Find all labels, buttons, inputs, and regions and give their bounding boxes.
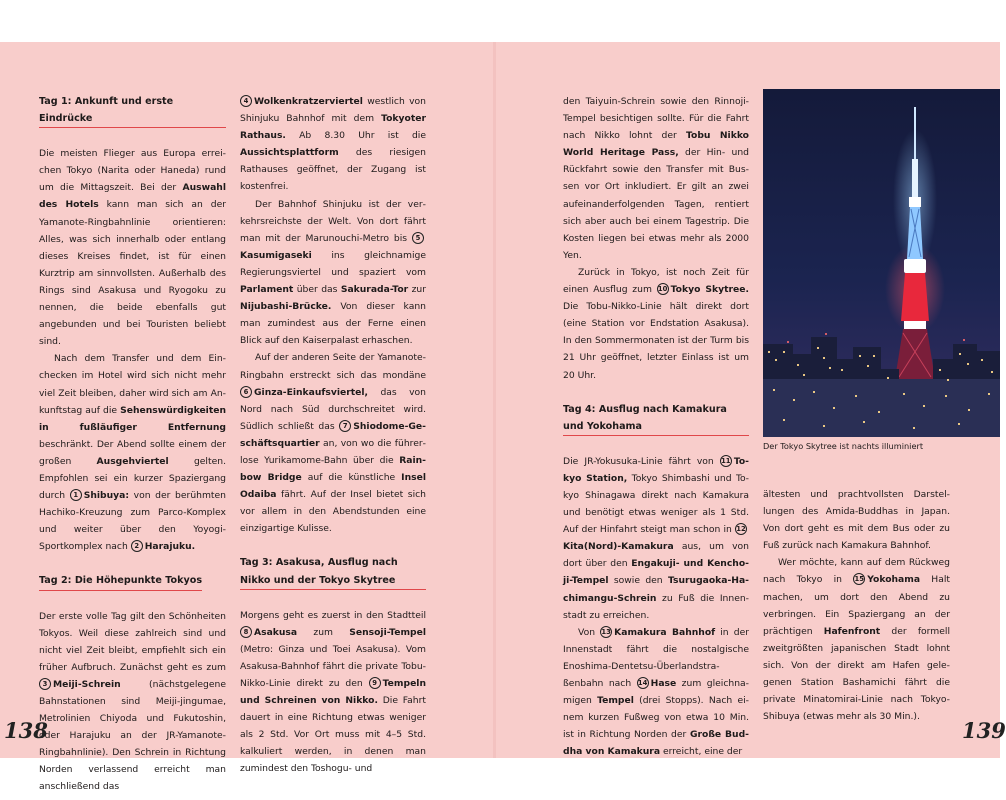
bold-term: Shibuya: xyxy=(83,490,130,502)
heading-day-4: Tag 4: Ausflug nach Kamakura und Yokohama xyxy=(563,401,749,436)
bold-term: Ginza-Einkaufsviertel, xyxy=(254,386,369,398)
bold-term: Hase xyxy=(650,678,677,689)
bold-term: Hafenfront xyxy=(823,625,881,637)
photo-caption: Der Tokyo Skytree ist nachts illuminiert xyxy=(763,441,924,451)
heading-day-2: Tag 2: Die Höhepunkte Tokyos xyxy=(39,572,202,590)
bold-term: Kasumigaseki xyxy=(240,249,312,261)
bold-term: Yokohama xyxy=(867,574,921,586)
bold-term: Parlament xyxy=(240,284,294,296)
bold-term: Tokyo Skytree. xyxy=(670,284,749,296)
map-marker-number: 7 xyxy=(339,420,351,432)
bold-term: Meiji-Schrein xyxy=(53,678,121,690)
paragraph: den Taiyuin-Schrein sowie den Rinnoji-Tempel besichtigen sollte. Für die Fahrt nach Nikko lohnt der Tobu Nikko World Heritage Pass, der Hin- und Rückfahrt sowie den Transfer mit Bussen vor Ort inkludiert. Er gilt an zwei aufeinanderfolgenden Tagen, rentiert sich aber auch bei einem Tagestrip. Die Kosten liegen bei etwas mehr als 2000 Yen. xyxy=(563,96,749,261)
bold-term: Tokyo Station, xyxy=(563,455,749,484)
map-marker-number: 8 xyxy=(240,626,252,638)
bold-term: Tobu Nikko World Heritage Pass, xyxy=(563,130,749,159)
paragraph: Der Bahnhof Shinjuku ist der verkehrsreichste der Welt. Von dort fährt man mit der Marunouchi-Metro bis 5Kasumigaseki ins gleichnamige Regierungsviertel und spaziert vom Parlament über das Sakurada-Tor zur Nijubashi-Brücke. Von dieser kann man zumindest aus der Ferne einen Blick auf den Kaiserpalast erhaschen. xyxy=(240,198,426,347)
map-marker-number: 13 xyxy=(601,627,611,636)
column-1 xyxy=(39,93,226,796)
bold-term: Asakusa xyxy=(254,626,298,638)
map-marker-number: 11 xyxy=(721,456,731,465)
paragraph: Der erste volle Tag gilt den Schönheiten Tokyos. Weil diese zahlreich sind und nicht viel Zeit bleibt, empfiehlt sich ein früher Aufbruch. Zunächst geht es zum 3 Meiji-Schrein (nächstgelegene Bahnstationen sind Meiji-jingumae, Metrolinien Chiyoda und Fukutoshin, oder Harajuku an der JR-Yamanote-Ringbahnlinie). Den Schrein in Richtung Norden verlassend erreicht man anschließend das xyxy=(39,610,226,793)
heading-day-1: Tag 1: Ankunft und erste Eindrücke xyxy=(39,93,226,128)
map-marker-number: 2 xyxy=(131,540,143,552)
bold-term: Kita(Nord)-Kamakura xyxy=(563,541,674,553)
bold-term: Rainbow Bridge xyxy=(240,454,426,484)
heading-day-3: Tag 3: Asakusa, Ausflug nach Nikko und der Tokyo Skytree xyxy=(240,554,426,589)
column-2 xyxy=(240,93,426,778)
bold-term: Tsurugaoka-Hachimangu-Schrein xyxy=(563,575,749,604)
bold-term: Ausgehviertel xyxy=(96,455,169,467)
map-marker-number: 12 xyxy=(736,525,746,534)
bold-term: Engakuji- und Kenchoji-Tempel xyxy=(563,558,749,587)
map-marker-number: 1 xyxy=(70,489,82,501)
bold-term: Shiodome-Geschäftsquartier xyxy=(240,420,426,449)
bold-term: Kamakura Bahnhof xyxy=(614,626,716,638)
paragraph: Die JR-Yokusuka-Linie fährt von 11 Tokyo Station, Tokyo Shimbashi und Tokyo Shinagawa direkt nach Kamakura und benötigt etwas weniger als 1 Std. Auf der Hinfahrt steigt man schon in 12Kita(Nord)-Kamakura aus, um von dort über den Engakuji- und Kenchoji-Tempel sowie den Tsurugaoka-Hachimangu-Schrein zu Fuß die Innenstadt zu erreichen. xyxy=(563,455,749,621)
map-marker-number: 15 xyxy=(854,575,864,584)
bold-term: Wolkenkratzerviertel xyxy=(254,96,363,107)
paragraph: 4 Wolkenkratzerviertel westlich von Shinjuku Bahnhof mit dem Tokyoter Rathaus. Ab 8.30 Uhr ist die Aussichtsplattform des riesigen Rathauses geöffnet, der Zugang ist kostenfrei. xyxy=(240,96,426,193)
bold-term: Nijubashi-Brücke. xyxy=(240,301,332,313)
bold-term: Insel Odaiba xyxy=(240,472,426,501)
paragraph: Von 13 Kamakura Bahnhof in der Innenstadt fährt die nostalgische Enoshima-Dentetsu-Überlandstraßenbahn nach 14 Hase zum gleichnamigen Tempel (drei Stopps). Nach einem kurzen Fußweg von etwa 10 Min. ist in Richtung Norden der Große Buddha von Kamakura erreicht, eine der xyxy=(563,626,750,758)
map-marker-number: 9 xyxy=(369,677,381,689)
column-4 xyxy=(763,486,950,725)
paragraph: Die meisten Flieger aus Europa erreichen Tokyo (Narita oder Haneda) rund um die Mittagszeit. Bei der Auswahl des Hotels kann man sich an der Yamanote-Ringbahnlinie orientieren: Alles, was sich innerhalb oder entlang dieses Kreises findet, ist für einen Kurztrip am sinnvollsten. Außerhalb des Rings sind Asakusa und Ryogoku zu nennen, die beide ebenfalls gut angebunden und bei Touristen beliebt sind. xyxy=(39,148,226,348)
map-marker-number: 6 xyxy=(240,386,252,398)
map-marker-number: 5 xyxy=(412,232,424,244)
column-3 xyxy=(563,93,749,760)
bold-term: Tempel xyxy=(597,695,634,707)
bold-term: Sensoji-Tempel xyxy=(349,626,426,638)
bold-term: Tempeln und Schreinen von Nikko. xyxy=(240,678,426,707)
map-marker-number: 14 xyxy=(637,679,648,687)
map-marker-number: 4 xyxy=(240,95,252,107)
bold-term: Große Buddha von Kamakura xyxy=(563,729,749,758)
tokyo-skytree-night-photo xyxy=(763,89,1000,437)
bold-term: Auswahl des Hotels xyxy=(39,182,226,211)
bold-term: Aussichtsplattform xyxy=(240,147,339,159)
page-number-left: 138 xyxy=(4,718,48,743)
bold-term: Tokyoter Rathaus. xyxy=(240,113,426,142)
paragraph: Auf der anderen Seite der Yamanote-Ringbahn erstreckt sich das mondäne 6 Ginza-Einkaufsviertel, das von Nord nach Süd durchschreitet wird. Südlich schließt das 7 Shiodome-Geschäftsquartier an, von wo die führerlose Yurikamome-Bahn über die Rainbow Bridge auf die künstliche Insel Odaiba fährt. Auf der Insel bietet sich vor allem in den Abendstunden eine einzigartige Kulisse. xyxy=(240,352,426,535)
paragraph: Wer möchte, kann auf dem Rückweg nach Tokyo in 15 Yokohama Halt machen, um dort den Abend zu verbringen. Ein Spaziergang an der prächtigen Hafenfront der formell zweitgrößten japanischen Stadt lohnt sich. Von der direkt am Hafen gelegenen Station Bashamichi fährt die private Minatomirai-Linie nach Tokyo-Shibuya (etwas mehr als 30 Min.). xyxy=(763,557,951,723)
bold-term: Sakurada-Tor xyxy=(340,284,409,296)
map-marker-number: 10 xyxy=(657,285,668,294)
paragraph: Morgens geht es zuerst in den Stadtteil 8 Asakusa zum Sensoji-Tempel (Metro: Ginza und Toei Asakusa). Vom Asakusa-Bahnhof fährt die private Tobu-Nikko-Linie direkt zu den 9 Tempeln und Schreinen von Nikko. Die Fahrt dauert in eine Richtung etwas weniger als 2 Std. Vor Ort muss mit 4–5 Std. kalkuliert werden, in denen man zumindest den Toshogu- und xyxy=(240,609,426,775)
bold-term: Harajuku. xyxy=(144,541,196,553)
paragraph: ältesten und prachtvollsten Darstellungen des Amida-Buddhas in Japan. Von dort geht es mit dem Bus oder zu Fuß zurück nach Kamakura Bahnhof. xyxy=(763,489,950,552)
paragraph: Zurück in Tokyo, ist noch Zeit für einen Ausflug zum 10 Tokyo Skytree. Die Tobu-Nikko-Linie hält direkt dort (eine Station vor Endstation Asakusa). In den Sommermonaten ist der Turm bis 21 Uhr geöffnet, letzter Einlass ist um 20 Uhr. xyxy=(563,266,749,381)
bold-term: Sehenswürdigkeiten in fußläufiger Entfernung xyxy=(39,404,226,433)
page-number-right: 139 xyxy=(962,718,1006,743)
map-marker-number: 3 xyxy=(39,678,51,690)
paragraph: Nach dem Transfer und dem Einchecken im Hotel wird sich nicht mehr viel Zeit bleiben, daher wird sich am Ankunftstag auf die Sehenswürdigkeiten in fußläufiger Entfernung beschränkt. Der Abend sollte einem der großen Ausgehviertel gelten. Empfohlen sei ein kurzer Spaziergang durch 1 Shibuya: von der berühmten Hachiko-Kreuzung zum Parco-Komplex und weiter über den Yoyogi-Sportkomplex nach 2 Harajuku. xyxy=(39,353,226,553)
